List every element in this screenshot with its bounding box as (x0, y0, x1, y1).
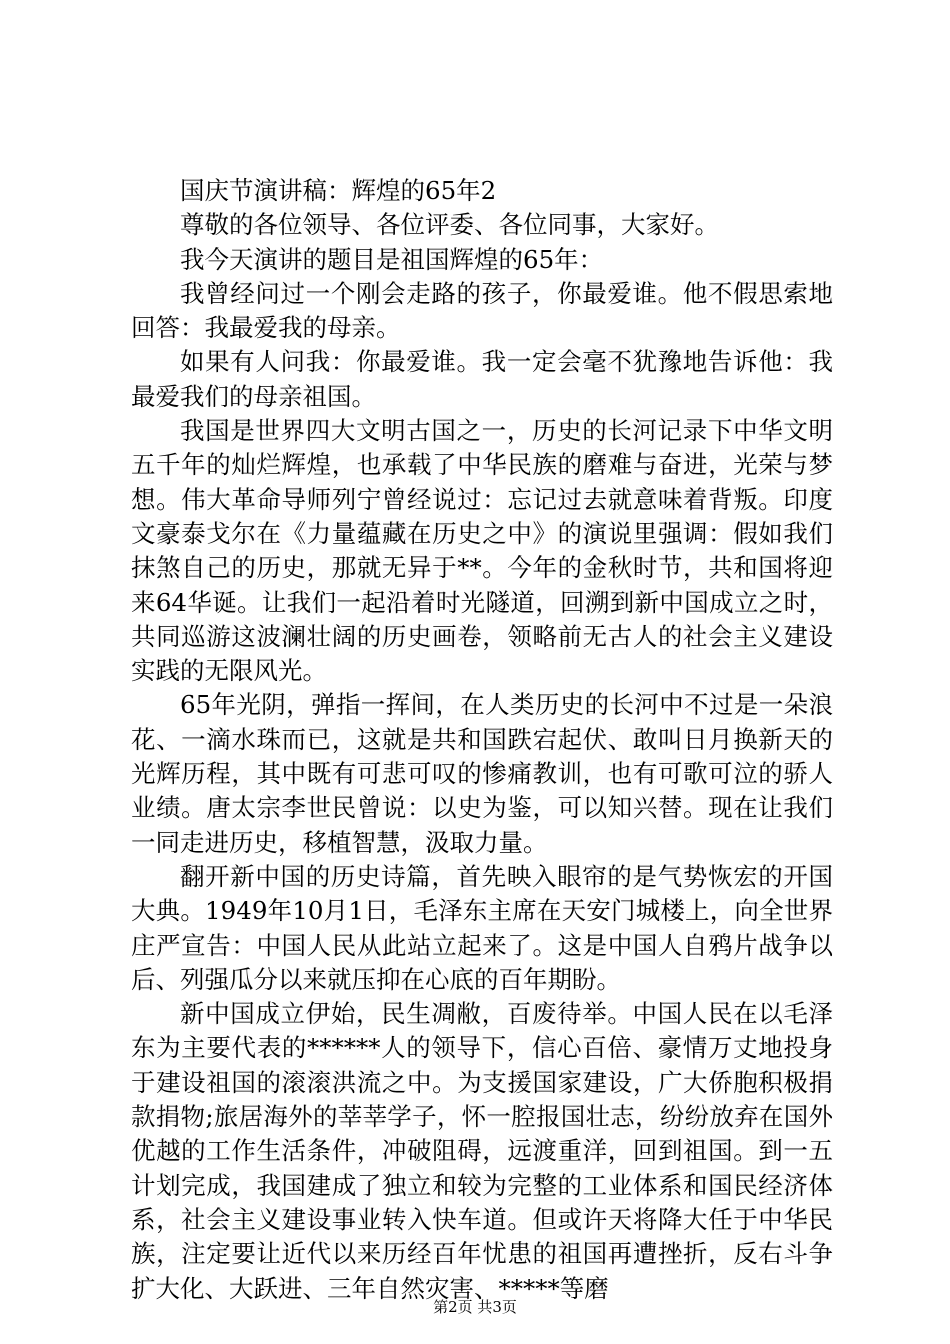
paragraph-65-years: 65年光阴，弹指一挥间，在人类历史的长河中不过是一朵浪花、一滴水珠而已，这就是共和国跌宕起伏、敢叫日月换新天的光辉历程，其中既有可悲可叹的惨痛教训，也有可歌可泣的骄人业绩。唐太宗李世民曾说：以史为鉴，可以知兴替。现在让我们一同走进历史，移植智慧，汲取力量。 (131, 690, 833, 857)
paragraph-love-motherland: 如果有人问我：你最爱谁。我一定会毫不犹豫地告诉他：我最爱我们的母亲祖国。 (131, 347, 833, 411)
paragraph-early-construction: 新中国成立伊始，民生凋敝，百废待举。中国人民在以毛泽东为主要代表的******人的领导下，信心百倍、豪情万丈地投身于建设祖国的滚滚洪流之中。为支援国家建设，广大侨胞积极捐款捐物;旅居海外的莘莘学子，怀一腔报国壮志，纷纷放弃在国外优越的工作生活条件，冲破阻碍，远渡重洋，回到祖国。到一五计划完成，我国建成了独立和较为完整的工业体系和国民经济体系，社会主义建设事业转入快车道。但或许天将降大任于中华民族，注定要让近代以来历经百年忧患的祖国再遭挫折，反右斗争扩大化、大跃进、三年自然灾害、*****等磨 (131, 999, 833, 1303)
paragraph-greeting: 尊敬的各位领导、各位评委、各位同事，大家好。 (180, 210, 719, 240)
paragraph-topic: 我今天演讲的题目是祖国辉煌的65年： (180, 244, 604, 274)
paragraph-civilization: 我国是世界四大文明古国之一，历史的长河记录下中华文明五千年的灿烂辉煌，也承载了中华民族的磨难与奋进，光荣与梦想。伟大革命导师列宁曾经说过：忘记过去就意味着背叛。印度文豪泰戈尔在《力量蕴藏在历史之中》的演说里强调：假如我们抹煞自己的历史，那就无异于**。今年的金秋时节，共和国将迎来64华诞。让我们一起沿着时光隧道，回溯到新中国成立之时，共同巡游这波澜壮阔的历史画卷，领略前无古人的社会主义建设实践的无限风光。 (131, 416, 833, 686)
paragraph-title: 国庆节演讲稿：辉煌的65年2 (180, 176, 497, 205)
document-body (131, 174, 833, 1306)
page-number-footer: 第2页 共3页 (433, 1298, 517, 1316)
paragraph-child-anecdote: 我曾经问过一个刚会走路的孩子，你最爱谁。他不假思索地回答：我最爱我的母亲。 (131, 278, 833, 343)
paragraph-founding-ceremony: 翻开新中国的历史诗篇，首先映入眼帘的是气势恢宏的开国大典。1949年10月1日，毛泽东主席在天安门城楼上，向全世界庄严宣告：中国人民从此站立起来了。这是中国人自鸦片战争以后、列强瓜分以来就压抑在心底的百年期盼。 (131, 861, 833, 994)
